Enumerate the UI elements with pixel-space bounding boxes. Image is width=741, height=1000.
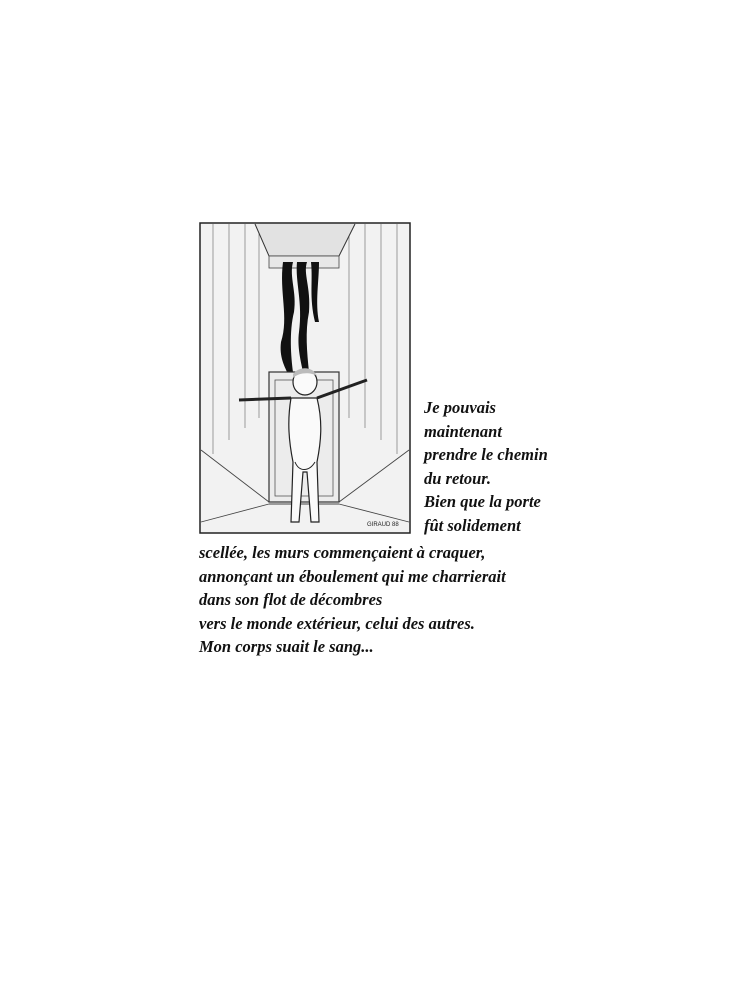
text-line: scellée, les murs commençaient à craquer, — [199, 543, 486, 562]
corridor-drawing — [199, 222, 411, 534]
text-line: fût solidement — [424, 515, 521, 535]
text-line: Mon corps suait le sang... — [199, 637, 374, 656]
text-line: prendre le chemin — [424, 445, 548, 464]
artist-signature: GIRAUD 88 — [367, 522, 399, 528]
ceiling-opening — [255, 224, 355, 256]
text-line: dans son flot de décombres — [199, 590, 383, 609]
text-line: vers le monde extérieur, celui des autres. — [199, 613, 475, 633]
text-line: Bien que la porte — [424, 492, 541, 511]
corridor-illustration — [199, 222, 411, 534]
side-text-block — [424, 396, 724, 537]
text-line: maintenant — [424, 421, 502, 441]
body-text-block — [199, 541, 719, 659]
text-line: du retour. — [424, 468, 491, 488]
text-line: Je pouvais — [424, 398, 496, 417]
text-line: annonçant un éboulement qui me charrierait — [199, 566, 506, 586]
